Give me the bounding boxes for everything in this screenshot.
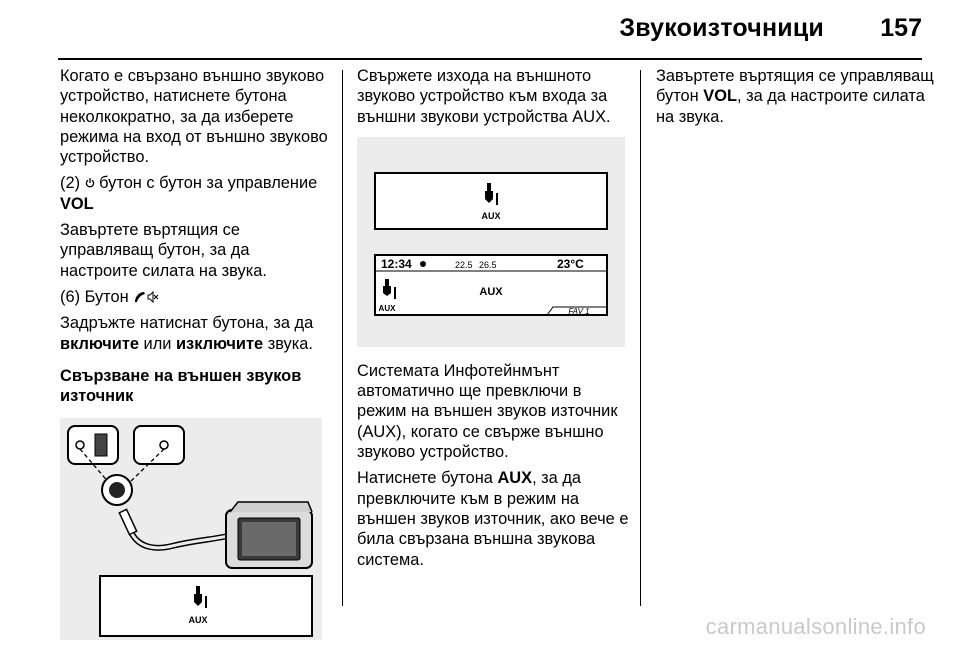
paragraph-connect-output: Свържете изхода на външното звуково устройство към входа за външни звукови устройства AUX. bbox=[357, 67, 611, 126]
phone-mute-icon bbox=[133, 288, 159, 306]
aux-display-figure bbox=[357, 137, 625, 347]
column-right bbox=[656, 66, 936, 133]
aux-connection-illustration bbox=[60, 418, 322, 640]
paragraph-press-aux bbox=[357, 468, 632, 569]
page-header bbox=[0, 0, 960, 58]
page-number: 157 bbox=[880, 14, 922, 42]
aux-connection-figure bbox=[60, 418, 322, 640]
display-temp-mid: 26.5 bbox=[479, 259, 497, 270]
display-clock: 12:34 bbox=[381, 256, 412, 271]
paragraph-rotate-vol bbox=[656, 66, 936, 127]
mute-off-label: изключите bbox=[175, 334, 264, 353]
vol-label: VOL bbox=[60, 194, 94, 213]
rotate-vol-text-a: Завъртете въртящия се управляващ бутон bbox=[656, 67, 934, 106]
hold-mute-text-b: или bbox=[139, 334, 176, 353]
column-middle bbox=[357, 66, 632, 576]
paragraph-auto-switch: Системата Инфотейнмънт автоматично ще превключи в режим на външен звуков източник (AUX), когато се свърже външно звуково устройство. bbox=[357, 361, 618, 462]
mute-on-label: включите bbox=[60, 334, 139, 353]
paragraph-hold-mute bbox=[60, 313, 330, 354]
display-main-aux: AUX bbox=[479, 285, 503, 298]
column-divider-left bbox=[342, 70, 343, 606]
camera-device-icon bbox=[226, 502, 312, 568]
display-small-aux: AUX bbox=[378, 303, 396, 313]
upper-display-label: AUX bbox=[481, 210, 501, 221]
paragraph-external-device: Когато е свързано външно звуково устройство, натиснете бутона неколкократно, за да изберете режима на вход от външно звуково устройство. bbox=[60, 67, 328, 167]
aux-label: AUX bbox=[188, 615, 208, 626]
display-illustration bbox=[357, 137, 625, 347]
hold-mute-text-c: звука. bbox=[263, 334, 313, 353]
vol-button-label: VOL bbox=[703, 87, 737, 106]
column-left bbox=[60, 66, 330, 640]
power-icon bbox=[85, 174, 95, 192]
press-aux-text-a: Натиснете бутона bbox=[357, 469, 498, 488]
hold-mute-text-a: Задръжте натиснат бутона, за да bbox=[60, 314, 314, 333]
page-title: Звукоизточници bbox=[619, 14, 824, 42]
display-temp-left: 22.5 bbox=[455, 259, 473, 270]
paragraph-power-button bbox=[60, 173, 330, 214]
header-divider bbox=[58, 58, 922, 60]
watermark: carmanualsonline.info bbox=[705, 614, 926, 639]
paragraph-power-prefix: (2) bbox=[60, 174, 85, 193]
rotate-vol-text-b: , за да настроите силата на звука. bbox=[656, 87, 925, 126]
section-heading-external-source: Свързване на външен звуков източник bbox=[60, 366, 302, 406]
aux-button-label: AUX bbox=[497, 469, 533, 488]
press-aux-text-b: , за да превключите към в режим на външен звуков източник, ако вече е била свързана външна звукова система. bbox=[357, 469, 629, 569]
column-divider-right bbox=[640, 70, 641, 606]
paragraph-power-text: бутон с бутон за управление bbox=[94, 174, 318, 193]
display-temp-right: 23°C bbox=[557, 256, 584, 271]
mute-button-prefix: (6) Бутон bbox=[60, 287, 134, 306]
paragraph-volume-adjust: Завъртете въртящия се управляващ бутон, за да настроите силата на звука. bbox=[60, 221, 267, 280]
display-fav: FAV 1 bbox=[568, 306, 590, 316]
paragraph-mute-button bbox=[60, 287, 330, 307]
